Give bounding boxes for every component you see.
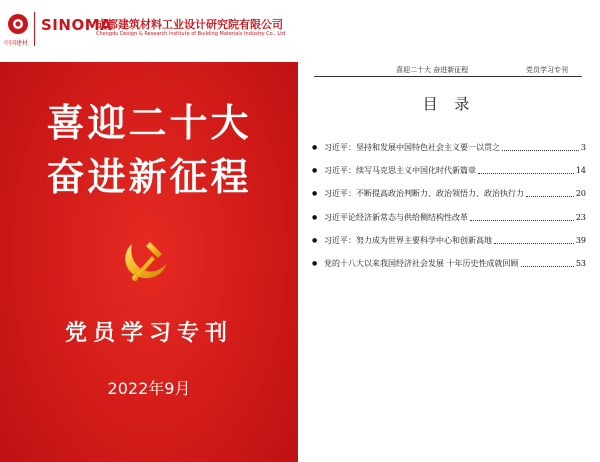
running-header-title: 喜迎二十大 奋进新征程 [396, 66, 469, 74]
toc-entry-page: 39 [575, 235, 586, 245]
org-name-en: Chengdu Design & Research Institute of Building Materials Industry Co., Ltd [96, 31, 286, 37]
toc-entry[interactable] [312, 206, 586, 229]
bullet-icon: ● [312, 190, 318, 198]
dot-leader [470, 220, 574, 221]
cover-subtitle: 党员学习专刊 [64, 321, 233, 346]
dot-leader [521, 266, 574, 267]
toc-entry[interactable] [312, 252, 586, 275]
toc-entry-page: 23 [575, 212, 586, 222]
cover-page [0, 0, 298, 462]
toc-entry-page: 3 [580, 143, 586, 153]
toc-entry-title: 党的十八大以来我国经济社会发展 十年历史性成就回顾 [324, 259, 519, 269]
running-header-right: 党员学习专刊 [526, 66, 568, 74]
cnbm-logo-icon [7, 13, 29, 35]
toc-entry-page: 14 [575, 166, 586, 176]
bullet-icon: ● [312, 144, 318, 152]
toc-entry-title: 习近平：续写马克思主义中国化时代新篇章 [324, 166, 476, 176]
dot-leader [526, 196, 574, 197]
party-emblem-icon [118, 234, 170, 286]
dot-leader [502, 150, 579, 151]
toc-entry-page: 20 [575, 189, 586, 199]
toc-list [312, 136, 586, 275]
logo-group-label: 中国建材 [4, 40, 29, 47]
org-name-cn: 成都建筑材料工业设计研究院有限公司 [96, 18, 283, 31]
bullet-icon: ● [312, 213, 318, 221]
toc-entry[interactable] [312, 136, 586, 159]
bullet-icon: ● [312, 260, 318, 268]
toc-entry-page: 53 [575, 259, 586, 269]
bullet-icon: ● [312, 167, 318, 175]
cover-title-line1: 喜迎二十大 [46, 101, 252, 145]
toc-entry-title: 习近平：不断提高政治判断力、政治领悟力、政治执行力 [324, 189, 524, 199]
bullet-icon: ● [312, 236, 318, 244]
dot-leader [494, 243, 574, 244]
toc-entry[interactable] [312, 159, 586, 182]
logo-bar [0, 0, 298, 62]
toc-entry-title: 习近平论经济新常态与供给侧结构性改革 [324, 212, 468, 222]
toc-entry[interactable] [312, 182, 586, 205]
header-rule [314, 76, 582, 77]
toc-entry-title: 习近平：努力成为世界主要科学中心和创新高地 [324, 235, 492, 245]
dot-leader [478, 173, 574, 174]
toc-title: 目 录 [422, 95, 476, 113]
toc-page [298, 0, 600, 462]
cover-title-line2: 奋进新征程 [46, 155, 252, 199]
logo-divider [34, 12, 35, 46]
cover-date: 2022年9月 [107, 379, 191, 398]
toc-entry-title: 习近平：坚持和发展中国特色社会主义要一以贯之 [324, 143, 500, 153]
sinoma-logo-text: SINOMA [41, 16, 113, 34]
toc-entry[interactable] [312, 229, 586, 252]
